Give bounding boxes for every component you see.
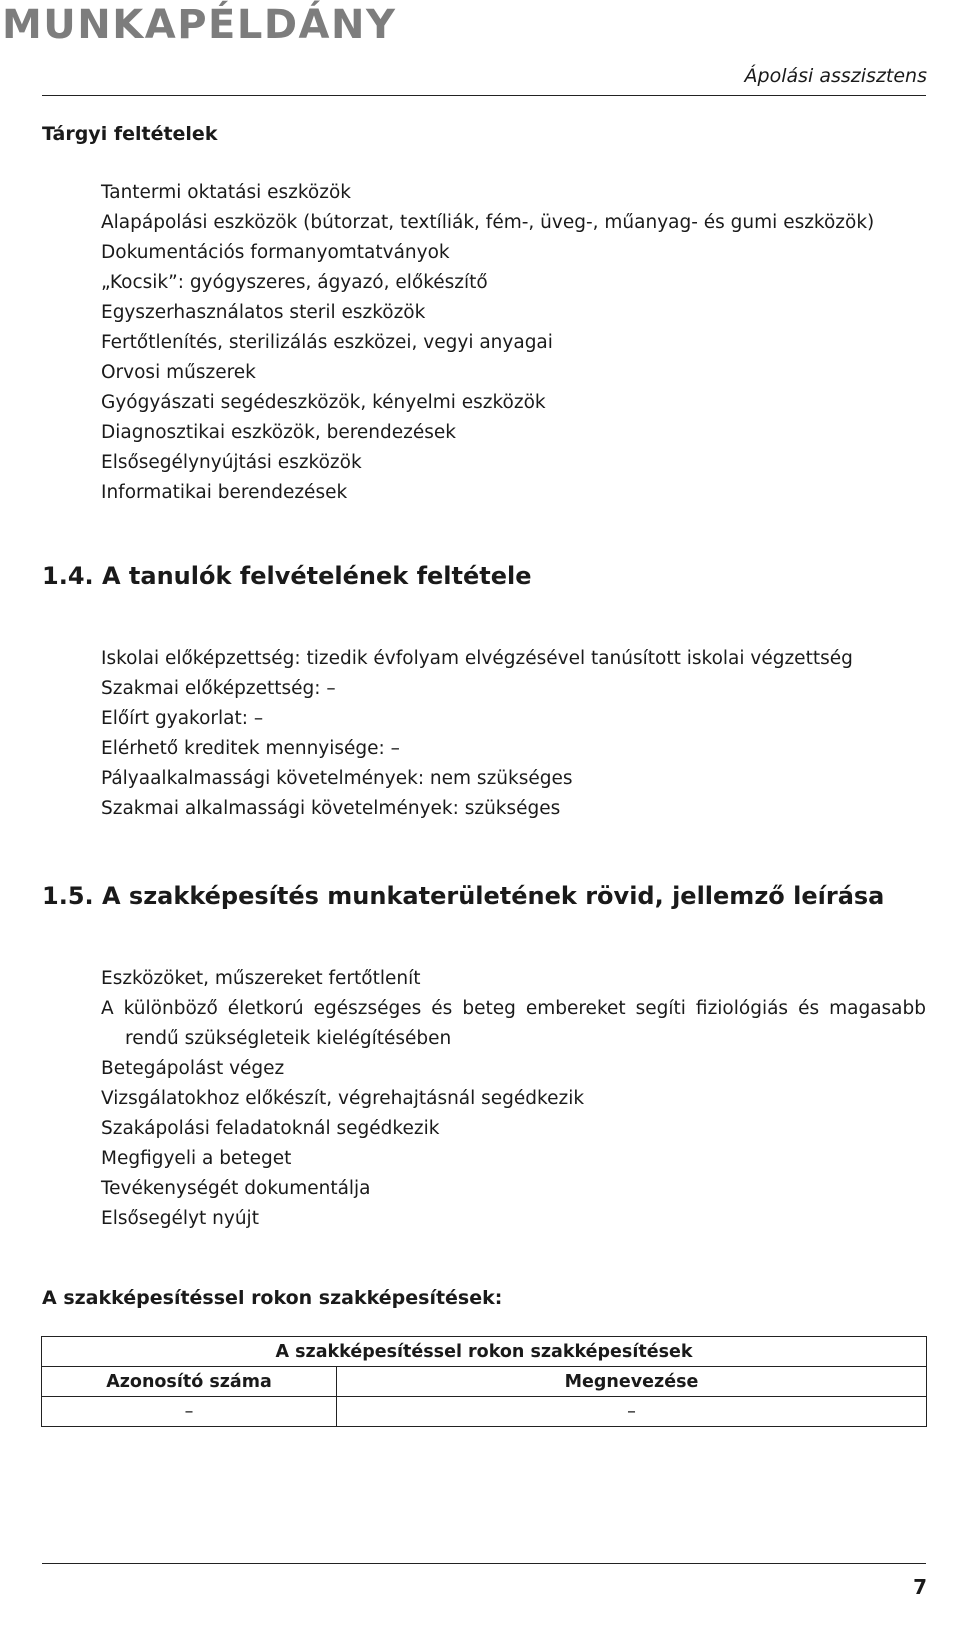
list-item: Elsősegélyt nyújt: [101, 1208, 259, 1229]
page-number: 7: [913, 1575, 927, 1599]
heading-section-1-5: 1.5. A szakképesítés munkaterületének rövid, jellemző leírása: [42, 882, 885, 910]
list-item: Egyszerhasználatos steril eszközök: [101, 302, 426, 323]
related-qualifications-table: [41, 1336, 927, 1427]
heading-rokon-szakkepesitesek: A szakképesítéssel rokon szakképesítések:: [42, 1287, 503, 1309]
list-item: Tantermi oktatási eszközök: [101, 182, 351, 203]
list-item: Elsősegélynyújtási eszközök: [101, 452, 362, 473]
watermark: MUNKAPÉLDÁNY: [2, 2, 397, 48]
table-cell-megnevezes: –: [337, 1397, 927, 1427]
table-cell-azonosito: –: [42, 1397, 337, 1427]
table-caption-row: [42, 1337, 927, 1367]
list-item: Iskolai előképzettség: tizedik évfolyam elvégzésével tanúsított iskolai végzettség: [101, 648, 853, 669]
list-item: Elérhető kreditek mennyisége: –: [101, 738, 400, 759]
list-targyi-feltetelek: [101, 178, 926, 508]
list-item: Diagnosztikai eszközök, berendezések: [101, 422, 456, 443]
column-header-megnevezes: Megnevezése: [337, 1367, 927, 1397]
list-item: Szakmai előképzettség: –: [101, 678, 336, 699]
list-item: „Kocsik”: gyógyszeres, ágyazó, előkészítő: [101, 272, 488, 293]
list-item: Informatikai berendezések: [101, 482, 348, 503]
heading-section-1-4: 1.4. A tanulók felvételének feltétele: [42, 562, 532, 590]
list-item: Előírt gyakorlat: –: [101, 708, 264, 729]
list-item: Orvosi műszerek: [101, 362, 256, 383]
table-caption: A szakképesítéssel rokon szakképesítések: [42, 1337, 927, 1367]
table-row: [42, 1397, 927, 1427]
related-qualifications-table-wrapper: [41, 1336, 927, 1427]
list-item: Dokumentációs formanyomtatványok: [101, 242, 450, 263]
list-item: Fertőtlenítés, sterilizálás eszközei, vegyi anyagai: [101, 332, 553, 353]
list-item: Eszközöket, műszereket fertőtlenít: [101, 968, 421, 989]
list-item: Szakápolási feladatoknál segédkezik: [101, 1118, 440, 1139]
list-felvetel-feltetelei: [101, 644, 926, 824]
list-item: Tevékenységét dokumentálja: [101, 1178, 371, 1199]
list-item: Betegápolást végez: [101, 1058, 285, 1079]
heading-targyi-feltetelek: Tárgyi feltételek: [42, 123, 218, 145]
list-item: A különböző életkorú egészséges és beteg embereket segíti fiziológiás és magasabb rendű szükségleteik kielégítésében: [101, 998, 926, 1049]
list-item: Alapápolási eszközök (bútorzat, textíliák, fém-, üveg-, műanyag- és gumi eszközök): [101, 212, 875, 233]
table-header-row: [42, 1367, 927, 1397]
list-item: Szakmai alkalmassági követelmények: szükséges: [101, 798, 561, 819]
list-munkaterulet: [101, 964, 926, 1234]
running-header-title: Ápolási asszisztens: [744, 65, 927, 87]
list-item: Vizsgálatokhoz előkészít, végrehajtásnál segédkezik: [101, 1088, 585, 1109]
list-item: Gyógyászati segédeszközök, kényelmi eszközök: [101, 392, 546, 413]
list-item: Pályaalkalmassági követelmények: nem szükséges: [101, 768, 573, 789]
list-item: Megfigyeli a beteget: [101, 1148, 292, 1169]
column-header-azonosito: Azonosító száma: [42, 1367, 337, 1397]
footer-rule: [42, 1563, 926, 1564]
header-rule: [42, 95, 926, 96]
